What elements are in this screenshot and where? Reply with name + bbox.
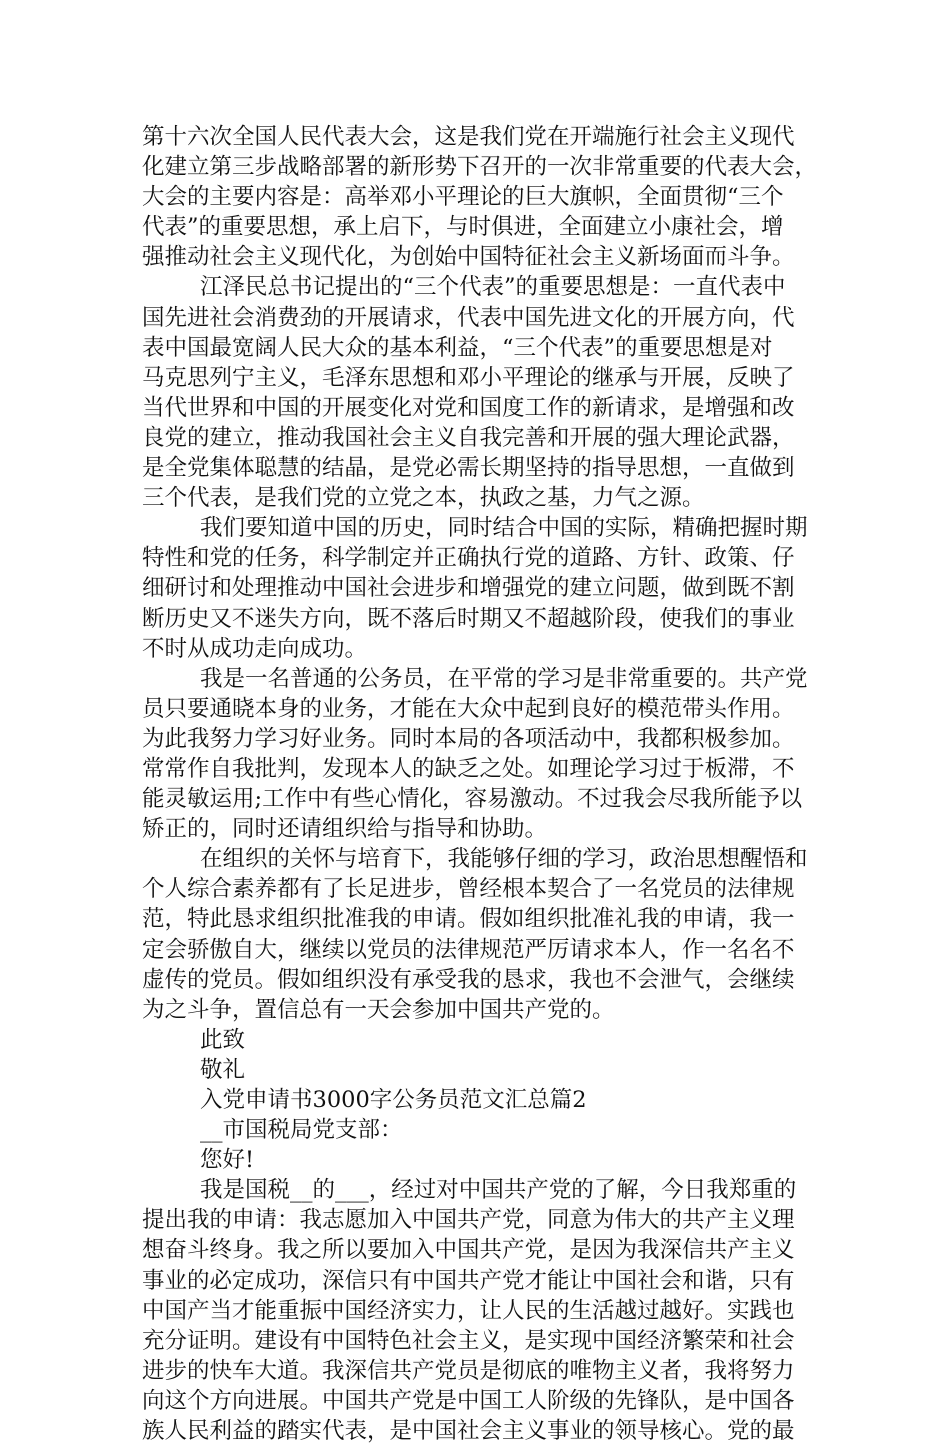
text-line: 三个代表，是我们党的立党之本，执政之基，力气之源。 (142, 485, 705, 512)
text-line: __市国税局党支部： (200, 1117, 403, 1144)
text-line: 江泽民总书记提出的“三个代表”的重要思想是：一直代表中 (200, 274, 786, 301)
text-line: 化建立第三步战略部署的新形势下召开的一次非常重要的代表大会， (142, 154, 818, 181)
text-line: 您好! (200, 1147, 255, 1174)
text-line: 特性和党的任务，科学制定并正确执行党的道路、方针、政策、仔 (142, 545, 795, 572)
text-line: 事业的必定成功，深信只有中国共产党才能让中国社会和谐，只有 (142, 1267, 795, 1294)
text-line: 代表”的重要思想，承上启下，与时俱进，全面建立小康社会，增 (142, 214, 784, 241)
text-line: 范，特此恳求组织批准我的申请。假如组织批准礼我的申请，我一 (142, 906, 795, 933)
text-line: 常常作自我批判，发现本人的缺乏之处。如理论学习过于板滞，不 (142, 755, 795, 782)
text-line: 强推动社会主义现代化，为创始中国特征社会主义新场面而斗争。 (142, 244, 795, 271)
text-line: 矫正的，同时还请组织给与指导和协助。 (142, 816, 548, 843)
text-line: 马克思列宁主义，毛泽东思想和邓小平理论的继承与开展，反映了 (142, 364, 795, 391)
text-line: 向这个方向进展。中国共产党是中国工人阶级的先锋队，是中国各 (142, 1387, 795, 1414)
text-line: 第十六次全国人民代表大会，这是我们党在开端施行社会主义现代 (142, 124, 795, 150)
text-line: 能灵敏运用;工作中有些心情化，容易激动。不过我会尽我所能予以 (142, 786, 803, 813)
text-line: 此致 (200, 1026, 246, 1053)
text-line: 个人综合素养都有了长足进步，曾经根本契合了一名党员的法律规 (142, 876, 795, 903)
text-line: 充分证明。建设有中国特色社会主义，是实现中国经济繁荣和社会 (142, 1327, 795, 1354)
text-line: 是全党集体聪慧的结晶，是党必需长期坚持的指导思想，一直做到 (142, 455, 795, 482)
text-line: 虚传的党员。假如组织没有承受我的恳求，我也不会泄气，会继续 (142, 966, 795, 993)
text-line: 大会的主要内容是：高举邓小平理论的巨大旗帜，全面贯彻“三个 (142, 184, 784, 211)
text-line: 细研讨和处理推动中国社会进步和增强党的建立问题，做到既不割 (142, 575, 795, 602)
text-line: 进步的快车大道。我深信共产党员是彻底的唯物主义者，我将努力 (142, 1357, 795, 1384)
text-line: 想奋斗终身。我之所以要加入中国共产党，是因为我深信共产主义 (142, 1237, 795, 1264)
text-line: 在组织的关怀与培育下，我能够仔细的学习，政治思想醒悟和 (200, 846, 808, 873)
document-body (142, 122, 822, 1446)
text-line: 定会骄傲自大，继续以党员的法律规范严厉请求本人，作一名名不 (142, 936, 795, 963)
text-line: 良党的建立，推动我国社会主义自我完善和开展的强大理论武器， (142, 424, 795, 451)
text-line: 族人民利益的踏实代表，是中国社会主义事业的领导核心。党的最 (142, 1418, 795, 1445)
text-line: 员只要通晓本身的业务，才能在大众中起到良好的模范带头作用。 (142, 695, 795, 722)
text-line: 提出我的申请：我志愿加入中国共产党，同意为伟大的共产主义理 (142, 1207, 795, 1234)
text-line: 为之斗争，置信总有一天会参加中国共产党的。 (142, 996, 615, 1023)
text-line: 我是国税__的___，经过对中国共产党的了解，今日我郑重的 (200, 1177, 797, 1204)
text-line: 断历史又不迷失方向，既不落后时期又不超越阶段，使我们的事业 (142, 605, 795, 632)
text-line: 入党申请书3000字公务员范文汇总篇2 (200, 1087, 587, 1113)
text-line: 国先进社会消费劲的开展请求，代表中国先进文化的开展方向，代 (142, 304, 795, 331)
text-line: 表中国最宽阔人民大众的基本利益，“三个代表”的重要思想是对 (142, 334, 773, 361)
text-line: 当代世界和中国的开展变化对党和国度工作的新请求，是增强和改 (142, 394, 795, 421)
text-line: 我是一名普通的公务员，在平常的学习是非常重要的。共产党 (200, 665, 808, 692)
text-line: 中国产当才能重振中国经济实力，让人民的生活越过越好。实践也 (142, 1297, 795, 1324)
text-line: 我们要知道中国的历史，同时结合中国的实际，精确把握时期 (200, 515, 808, 542)
text-line: 敬礼 (200, 1056, 246, 1083)
text-line: 为此我努力学习好业务。同时本局的各项活动中，我都积极参加。 (142, 725, 795, 752)
text-line: 不时从成功走向成功。 (142, 635, 368, 662)
